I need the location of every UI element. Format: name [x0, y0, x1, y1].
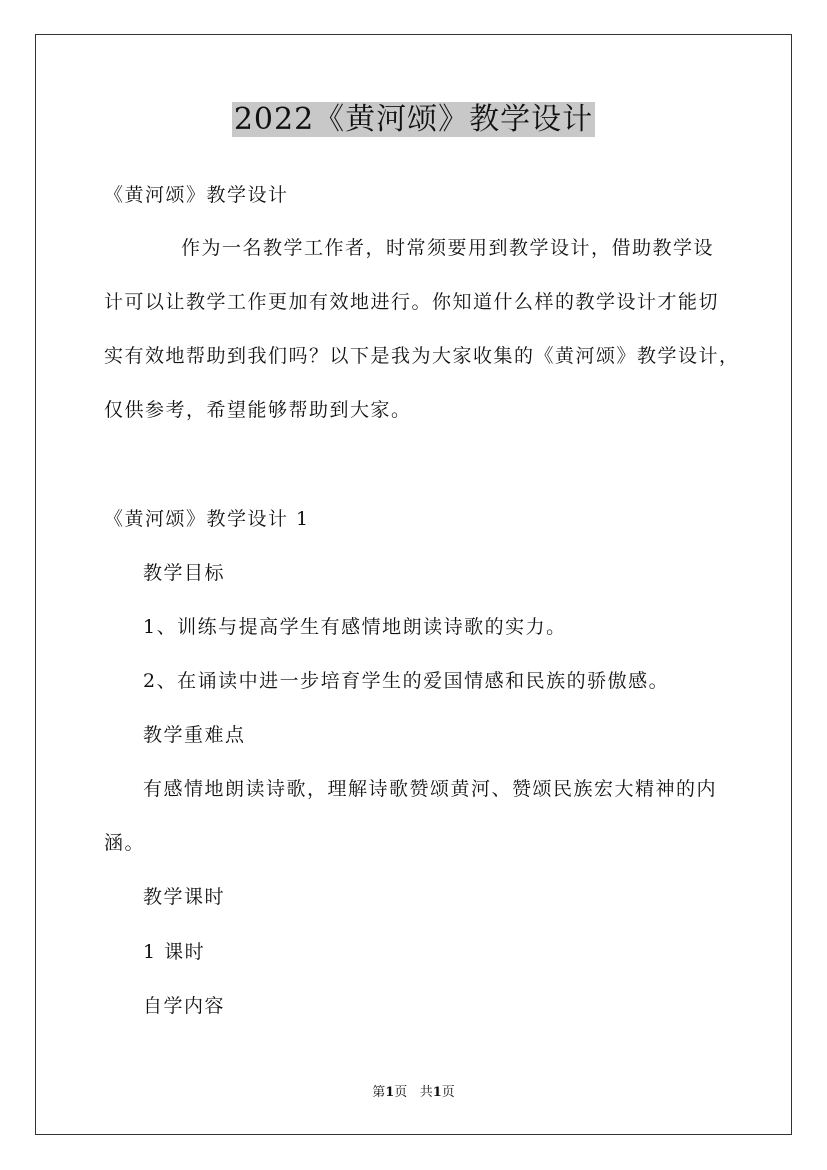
- intro-line-2: 计可以让教学工作更加有效地进行。你知道什么样的教学设计才能切: [104, 291, 720, 313]
- document-subtitle: 《黄河颂》教学设计: [104, 184, 289, 206]
- intro-line-4: 仅供参考，希望能够帮助到大家。: [104, 399, 412, 421]
- footer-page-number: 1: [385, 1085, 395, 1100]
- footer-total-prefix: 共: [419, 1085, 433, 1100]
- difficulty-line-1: 有感情地朗读诗歌，理解诗歌赞颂黄河、赞颂民族宏大精神的内: [143, 778, 718, 800]
- footer-total-suffix: 页: [441, 1085, 455, 1100]
- self-study-heading: 自学内容: [143, 995, 226, 1017]
- document-title: [0, 100, 827, 140]
- difficulty-heading: 教学重难点: [143, 724, 246, 746]
- document-title-text: 2022《黄河颂》教学设计: [233, 102, 594, 137]
- footer-total-number: 1: [432, 1085, 442, 1100]
- footer-page-suffix: 页: [394, 1085, 408, 1100]
- intro-line-3: 实有效地帮助到我们吗？以下是我为大家收集的《黄河颂》教学设计，: [104, 345, 740, 367]
- page-footer: [0, 1084, 827, 1102]
- goal-item-2: 2、在诵读中进一步培育学生的爱国情感和民族的骄傲感。: [143, 670, 670, 692]
- footer-page-prefix: 第: [372, 1085, 386, 1100]
- difficulty-line-2: 涵。: [104, 832, 146, 854]
- hours-heading: 教学课时: [143, 886, 226, 908]
- section-heading: 《黄河颂》教学设计 1: [104, 508, 310, 530]
- hours-value: 1 课时: [143, 941, 206, 963]
- goal-item-1: 1、训练与提高学生有感情地朗读诗歌的实力。: [143, 616, 567, 638]
- intro-line-1: 作为一名教学工作者，时常须要用到教学设计，借助教学设: [181, 237, 715, 259]
- goals-heading: 教学目标: [143, 562, 226, 584]
